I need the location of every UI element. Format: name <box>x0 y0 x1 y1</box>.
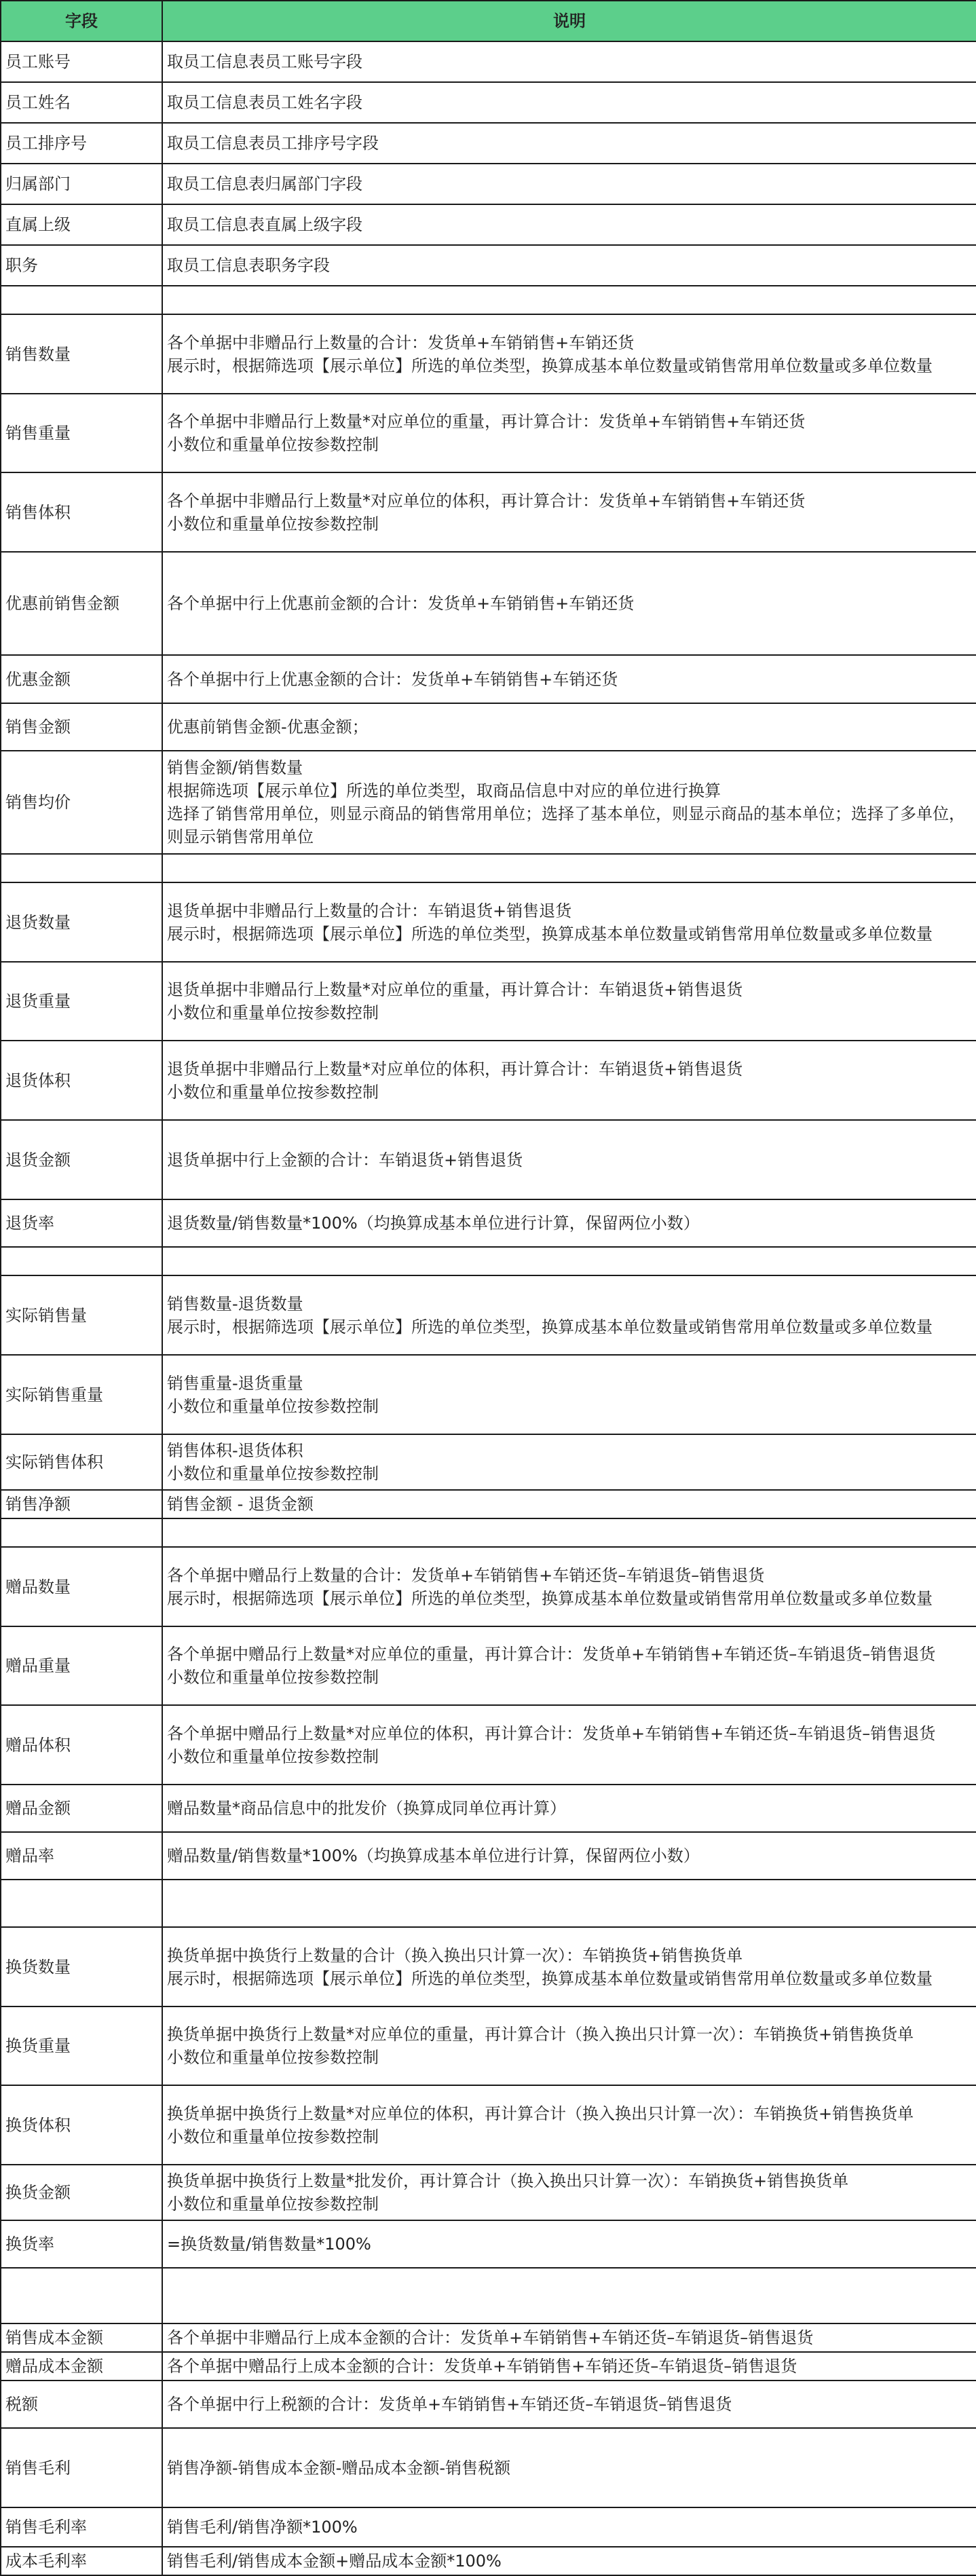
table-row <box>1 1785 976 1832</box>
table-row <box>1 1120 976 1199</box>
description-line: 展示时，根据筛选项【展示单位】所选的单位类型，换算成基本单位数量或销售常用单位数量或多单位数量 <box>167 924 933 944</box>
description-line: 根据筛选项【展示单位】所选的单位类型，取商品信息中对应的单位进行换算 <box>167 781 721 800</box>
field-name-cell <box>1 2268 162 2323</box>
field-name-cell: 优惠金额 <box>1 655 162 703</box>
description-cell <box>162 1247 976 1275</box>
table-row <box>1 2381 976 2428</box>
field-name-cell: 赠品数量 <box>1 1547 162 1626</box>
table-row <box>1 314 976 394</box>
description-line: 取员工信息表员工账号字段 <box>167 52 362 71</box>
description-line: 各个单据中赠品行上数量*对应单位的重量，再计算合计：发货单+车销销售+车销还货–车销退货–销售退货 <box>167 1645 936 1664</box>
description-line: 小数位和重量单位按参数控制 <box>167 2195 379 2214</box>
field-name-cell: 成本毛利率 <box>1 2547 162 2575</box>
field-name-cell <box>1 1880 162 1927</box>
field-name-cell: 赠品率 <box>1 1832 162 1880</box>
field-name-cell: 销售重量 <box>1 394 162 472</box>
field-name-cell: 赠品重量 <box>1 1626 162 1705</box>
field-name-cell: 员工姓名 <box>1 82 162 123</box>
description-line: 各个单据中赠品行上成本金额的合计：发货单+车销销售+车销还货–车销退货–销售退货 <box>167 2357 797 2376</box>
field-name-cell: 销售成本金额 <box>1 2323 162 2352</box>
description-line: 各个单据中行上税额的合计：发货单+车销销售+车销还货–车销退货–销售退货 <box>167 2395 732 2414</box>
field-name-cell: 换货重量 <box>1 2006 162 2085</box>
table-row <box>1 1705 976 1785</box>
description-line: 小数位和重量单位按参数控制 <box>167 1668 379 1687</box>
description-line: 退货数量/销售数量*100%（均换算成基本单位进行计算，保留两位小数） <box>167 1214 700 1233</box>
field-name-cell: 职务 <box>1 245 162 286</box>
description-line: 各个单据中赠品行上数量*对应单位的体积，再计算合计：发货单+车销销售+车销还货–车销退货–销售退货 <box>167 1723 936 1743</box>
description-cell <box>162 854 976 882</box>
description-cell <box>162 82 976 123</box>
description-line: 退货单据中非赠品行上数量*对应单位的重量，再计算合计：车销退货+销售退货 <box>167 980 743 999</box>
description-line: 取员工信息表直属上级字段 <box>167 215 362 234</box>
table-row <box>1 1041 976 1120</box>
description-line: 各个单据中非赠品行上数量*对应单位的重量，再计算合计：发货单+车销销售+车销还货 <box>167 412 806 431</box>
field-name-cell: 退货重量 <box>1 962 162 1041</box>
description-cell <box>162 962 976 1041</box>
description-cell <box>162 1355 976 1434</box>
description-line: 销售数量-退货数量 <box>167 1294 303 1313</box>
description-line: 退货单据中非赠品行上数量的合计：车销退货+销售退货 <box>167 901 572 920</box>
table-row <box>1 1547 976 1626</box>
description-line: 展示时，根据筛选项【展示单位】所选的单位类型，换算成基本单位数量或销售常用单位数量或多单位数量 <box>167 1588 933 1608</box>
description-cell <box>162 1832 976 1880</box>
description-line: 赠品数量/销售数量*100%（均换算成基本单位进行计算，保留两位小数） <box>167 1846 700 1865</box>
table-row <box>1 2220 976 2268</box>
description-line: 各个单据中行上优惠金额的合计：发货单+车销销售+车销还货 <box>167 669 618 689</box>
description-cell <box>162 882 976 962</box>
field-name-cell: 销售毛利率 <box>1 2507 162 2547</box>
description-line: 小数位和重量单位按参数控制 <box>167 435 379 454</box>
description-line: 销售金额 - 退货金额 <box>167 1495 314 1514</box>
description-cell <box>162 2352 976 2381</box>
field-name-cell: 换货数量 <box>1 1927 162 2006</box>
table-row <box>1 2323 976 2352</box>
field-name-cell: 销售均价 <box>1 751 162 854</box>
description-line: 各个单据中非赠品行上成本金额的合计：发货单+车销销售+车销还货–车销退货–销售退货 <box>167 2328 814 2347</box>
table-row <box>1 962 976 1041</box>
field-name-cell: 归属部门 <box>1 164 162 204</box>
table-row <box>1 164 976 204</box>
header-row <box>1 1 976 41</box>
description-cell <box>162 1434 976 1490</box>
description-cell <box>162 164 976 204</box>
table-row <box>1 41 976 82</box>
blank-row <box>1 2268 976 2323</box>
field-name-cell: 销售净额 <box>1 1490 162 1518</box>
description-cell <box>162 286 976 314</box>
description-cell <box>162 2268 976 2323</box>
description-line: 换货单据中换货行上数量*对应单位的体积，再计算合计（换入换出只计算一次）：车销换货+销售换货单 <box>167 2104 914 2123</box>
description-line: 取员工信息表员工排序号字段 <box>167 134 379 153</box>
description-cell <box>162 1880 976 1927</box>
table-row <box>1 123 976 164</box>
description-cell <box>162 2381 976 2428</box>
description-cell <box>162 751 976 854</box>
table-row <box>1 82 976 123</box>
table-row <box>1 2428 976 2507</box>
field-name-cell: 换货率 <box>1 2220 162 2268</box>
blank-row <box>1 1247 976 1275</box>
description-line: 展示时，根据筛选项【展示单位】所选的单位类型，换算成基本单位数量或销售常用单位数量或多单位数量 <box>167 1968 933 1988</box>
table-row <box>1 1355 976 1434</box>
description-line: 各个单据中非赠品行上数量的合计：发货单+车销销售+车销还货 <box>167 333 635 352</box>
table-row <box>1 2085 976 2165</box>
header-field: 字段 <box>1 1 162 41</box>
description-cell <box>162 2507 976 2547</box>
description-cell <box>162 2428 976 2507</box>
description-cell <box>162 41 976 82</box>
description-line: 销售金额/销售数量 <box>167 758 303 777</box>
description-line: 取员工信息表归属部门字段 <box>167 174 362 193</box>
field-name-cell: 销售体积 <box>1 472 162 552</box>
table-row <box>1 1199 976 1247</box>
description-line: 小数位和重量单位按参数控制 <box>167 1396 379 1416</box>
description-line: 优惠前销售金额-优惠金额； <box>167 717 369 736</box>
table-row <box>1 751 976 854</box>
description-cell <box>162 1705 976 1785</box>
description-line: 小数位和重量单位按参数控制 <box>167 2048 379 2067</box>
description-cell <box>162 1199 976 1247</box>
description-line: 销售毛利/销售成本金额+赠品成本金额*100% <box>167 2552 502 2571</box>
description-cell <box>162 1041 976 1120</box>
description-cell <box>162 1547 976 1626</box>
description-line: 小数位和重量单位按参数控制 <box>167 1003 379 1022</box>
description-line: 各个单据中行上优惠前金额的合计：发货单+车销销售+车销还货 <box>167 594 635 613</box>
field-name-cell: 员工排序号 <box>1 123 162 164</box>
table-row <box>1 1626 976 1705</box>
blank-row <box>1 1518 976 1547</box>
description-line: 取员工信息表员工姓名字段 <box>167 93 362 112</box>
description-line: 退货单据中非赠品行上数量*对应单位的体积，再计算合计：车销退货+销售退货 <box>167 1059 743 1079</box>
field-name-cell: 退货数量 <box>1 882 162 962</box>
description-line: 换货单据中换货行上数量*对应单位的重量，再计算合计（换入换出只计算一次）：车销换货+销售换货单 <box>167 2025 914 2044</box>
table-body <box>1 41 976 2575</box>
table-row <box>1 472 976 552</box>
description-cell <box>162 472 976 552</box>
description-line: 小数位和重量单位按参数控制 <box>167 1464 379 1483</box>
description-cell <box>162 2220 976 2268</box>
field-name-cell: 实际销售重量 <box>1 1355 162 1434</box>
field-name-cell: 实际销售量 <box>1 1275 162 1355</box>
field-name-cell: 优惠前销售金额 <box>1 552 162 655</box>
description-cell <box>162 1785 976 1832</box>
description-line: 展示时，根据筛选项【展示单位】所选的单位类型，换算成基本单位数量或销售常用单位数量或多单位数量 <box>167 356 933 375</box>
description-cell <box>162 655 976 703</box>
blank-row <box>1 854 976 882</box>
field-name-cell: 退货金额 <box>1 1120 162 1199</box>
description-line: =换货数量/销售数量*100% <box>167 2235 371 2254</box>
field-name-cell: 换货体积 <box>1 2085 162 2165</box>
description-line: 取员工信息表职务字段 <box>167 256 330 275</box>
description-cell <box>162 1626 976 1705</box>
description-line: 销售重量-退货重量 <box>167 1373 303 1393</box>
blank-row <box>1 1880 976 1927</box>
field-name-cell: 退货体积 <box>1 1041 162 1120</box>
table-row <box>1 1275 976 1355</box>
field-name-cell: 实际销售体积 <box>1 1434 162 1490</box>
field-name-cell: 换货金额 <box>1 2165 162 2220</box>
table-row <box>1 1927 976 2006</box>
description-line: 换货单据中换货行上数量*批发价，再计算合计（换入换出只计算一次）：车销换货+销售换货单 <box>167 2171 849 2190</box>
description-line: 展示时，根据筛选项【展示单位】所选的单位类型，换算成基本单位数量或销售常用单位数量或多单位数量 <box>167 1317 933 1337</box>
table-row <box>1 1434 976 1490</box>
description-cell <box>162 1275 976 1355</box>
table-row <box>1 703 976 751</box>
table-row <box>1 655 976 703</box>
description-line: 退货单据中行上金额的合计：车销退货+销售退货 <box>167 1150 523 1170</box>
description-cell <box>162 204 976 245</box>
header-description: 说明 <box>162 1 976 41</box>
field-name-cell: 赠品成本金额 <box>1 2352 162 2381</box>
field-name-cell: 税额 <box>1 2381 162 2428</box>
table-row <box>1 394 976 472</box>
description-cell <box>162 2165 976 2220</box>
field-name-cell: 员工账号 <box>1 41 162 82</box>
field-name-cell: 销售金额 <box>1 703 162 751</box>
description-cell <box>162 245 976 286</box>
field-name-cell: 赠品体积 <box>1 1705 162 1785</box>
description-cell <box>162 2006 976 2085</box>
field-name-cell: 直属上级 <box>1 204 162 245</box>
description-line: 销售毛利/销售净额*100% <box>167 2518 358 2537</box>
description-line: 销售净额-销售成本金额-赠品成本金额-销售税额 <box>167 2458 510 2478</box>
description-line: 小数位和重量单位按参数控制 <box>167 2127 379 2146</box>
table-row <box>1 2165 976 2220</box>
description-cell <box>162 2085 976 2165</box>
description-line: 各个单据中非赠品行上数量*对应单位的体积，再计算合计：发货单+车销销售+车销还货 <box>167 491 806 510</box>
field-name-cell: 销售毛利 <box>1 2428 162 2507</box>
description-line: 小数位和重量单位按参数控制 <box>167 514 379 534</box>
description-cell <box>162 1120 976 1199</box>
description-line: 选择了销售常用单位，则显示商品的销售常用单位；选择了基本单位，则显示商品的基本单位；选择了多单位，则显示销售常用单位 <box>167 804 965 846</box>
description-line: 换货单据中换货行上数量的合计（换入换出只计算一次）：车销换货+销售换货单 <box>167 1945 743 1965</box>
table-row <box>1 204 976 245</box>
field-name-cell <box>1 286 162 314</box>
table-row <box>1 245 976 286</box>
table-row <box>1 1832 976 1880</box>
field-name-cell <box>1 1247 162 1275</box>
description-line: 小数位和重量单位按参数控制 <box>167 1747 379 1766</box>
table-row <box>1 552 976 655</box>
description-cell <box>162 123 976 164</box>
table-row <box>1 2006 976 2085</box>
table-row <box>1 2507 976 2547</box>
description-line: 赠品数量*商品信息中的批发价（换算成同单位再计算） <box>167 1799 566 1818</box>
field-name-cell: 销售数量 <box>1 314 162 394</box>
description-cell <box>162 2323 976 2352</box>
field-name-cell <box>1 1518 162 1547</box>
field-name-cell: 退货率 <box>1 1199 162 1247</box>
blank-row <box>1 286 976 314</box>
description-line: 销售体积-退货体积 <box>167 1441 303 1460</box>
description-cell <box>162 552 976 655</box>
description-line: 各个单据中赠品行上数量的合计：发货单+车销销售+车销还货–车销退货–销售退货 <box>167 1565 765 1585</box>
description-cell <box>162 1518 976 1547</box>
table-row <box>1 882 976 962</box>
description-line: 小数位和重量单位按参数控制 <box>167 1082 379 1102</box>
description-cell <box>162 1490 976 1518</box>
description-cell <box>162 1927 976 2006</box>
description-cell <box>162 394 976 472</box>
description-cell <box>162 703 976 751</box>
description-cell <box>162 314 976 394</box>
table-row <box>1 2352 976 2381</box>
table-row <box>1 1490 976 1518</box>
field-name-cell: 赠品金额 <box>1 1785 162 1832</box>
field-name-cell <box>1 854 162 882</box>
